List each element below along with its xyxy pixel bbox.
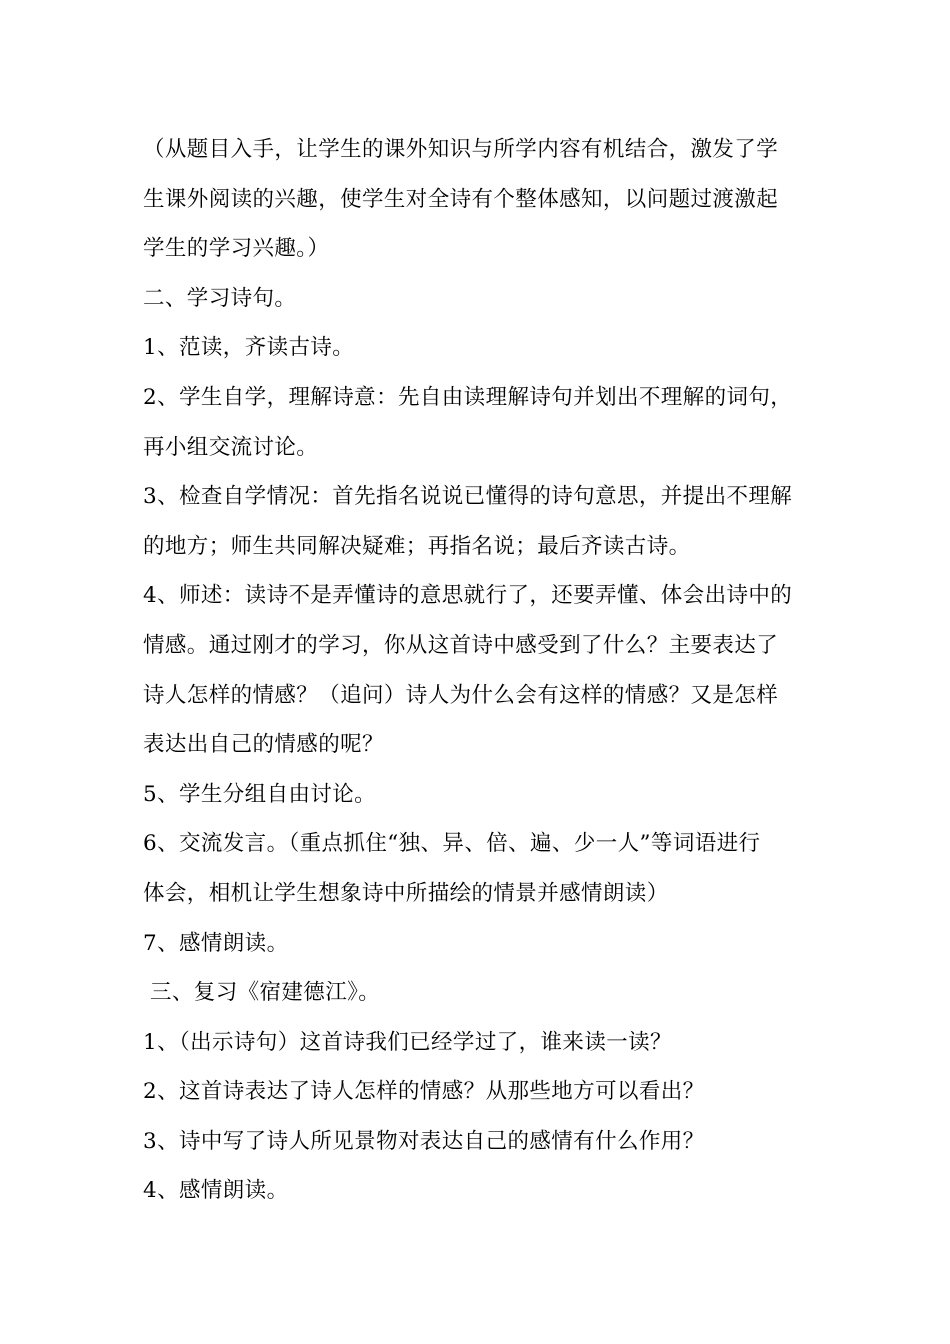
- list-item: 2、学生自学，理解诗意：先自由读理解诗句并划出不理解的词句，: [143, 384, 793, 410]
- list-item: 1、范读，齐读古诗。: [143, 335, 355, 361]
- list-item: 3、诗中写了诗人所见景物对表达自己的感情有什么作用？: [143, 1128, 705, 1154]
- section-heading: 三、复习《宿建德江》。: [150, 980, 381, 1006]
- document-body: [143, 125, 813, 1216]
- paragraph-line: （从题目入手，让学生的课外知识与所学内容有机结合，激发了学: [143, 137, 779, 162]
- list-item: 5、学生分组自由讨论。: [143, 781, 377, 807]
- paragraph-line: 学生的学习兴趣。）: [143, 236, 330, 262]
- paragraph-line: 生课外阅读的兴趣，使学生对全诗有个整体感知，以问题过渡激起: [143, 186, 779, 212]
- list-item-continuation: 诗人怎样的情感？（追问）诗人为什么会有这样的情感？又是怎样: [143, 682, 779, 708]
- list-item-continuation: 表达出自己的情感的呢？: [143, 732, 384, 758]
- list-item-continuation: 体会，相机让学生想象诗中所描绘的情景并感情朗读）: [143, 880, 669, 906]
- list-item: 4、感情朗读。: [143, 1178, 289, 1204]
- list-item-continuation: 的地方；师生共同解决疑难；再指名说；最后齐读古诗。: [143, 533, 691, 559]
- list-item: 4、师述：读诗不是弄懂诗的意思就行了，还要弄懂、体会出诗中的: [143, 583, 793, 609]
- list-item-continuation: 情感。通过刚才的学习，你从这首诗中感受到了什么？主要表达了: [143, 632, 779, 658]
- list-item-continuation: 再小组交流讨论。: [143, 434, 319, 460]
- list-item: 7、感情朗读。: [143, 930, 289, 956]
- list-item: 1、（出示诗句）这首诗我们已经学过了，谁来读一读？: [143, 1029, 672, 1055]
- list-item: 6、交流发言。（重点抓住“独、异、倍、遍、少一人”等词语进行: [143, 831, 761, 857]
- list-item: 3、检查自学情况：首先指名说说已懂得的诗句意思，并提出不理解: [143, 484, 793, 510]
- list-item: 2、这首诗表达了诗人怎样的情感？从那些地方可以看出？: [143, 1079, 705, 1105]
- section-heading: 二、学习诗句。: [143, 285, 297, 311]
